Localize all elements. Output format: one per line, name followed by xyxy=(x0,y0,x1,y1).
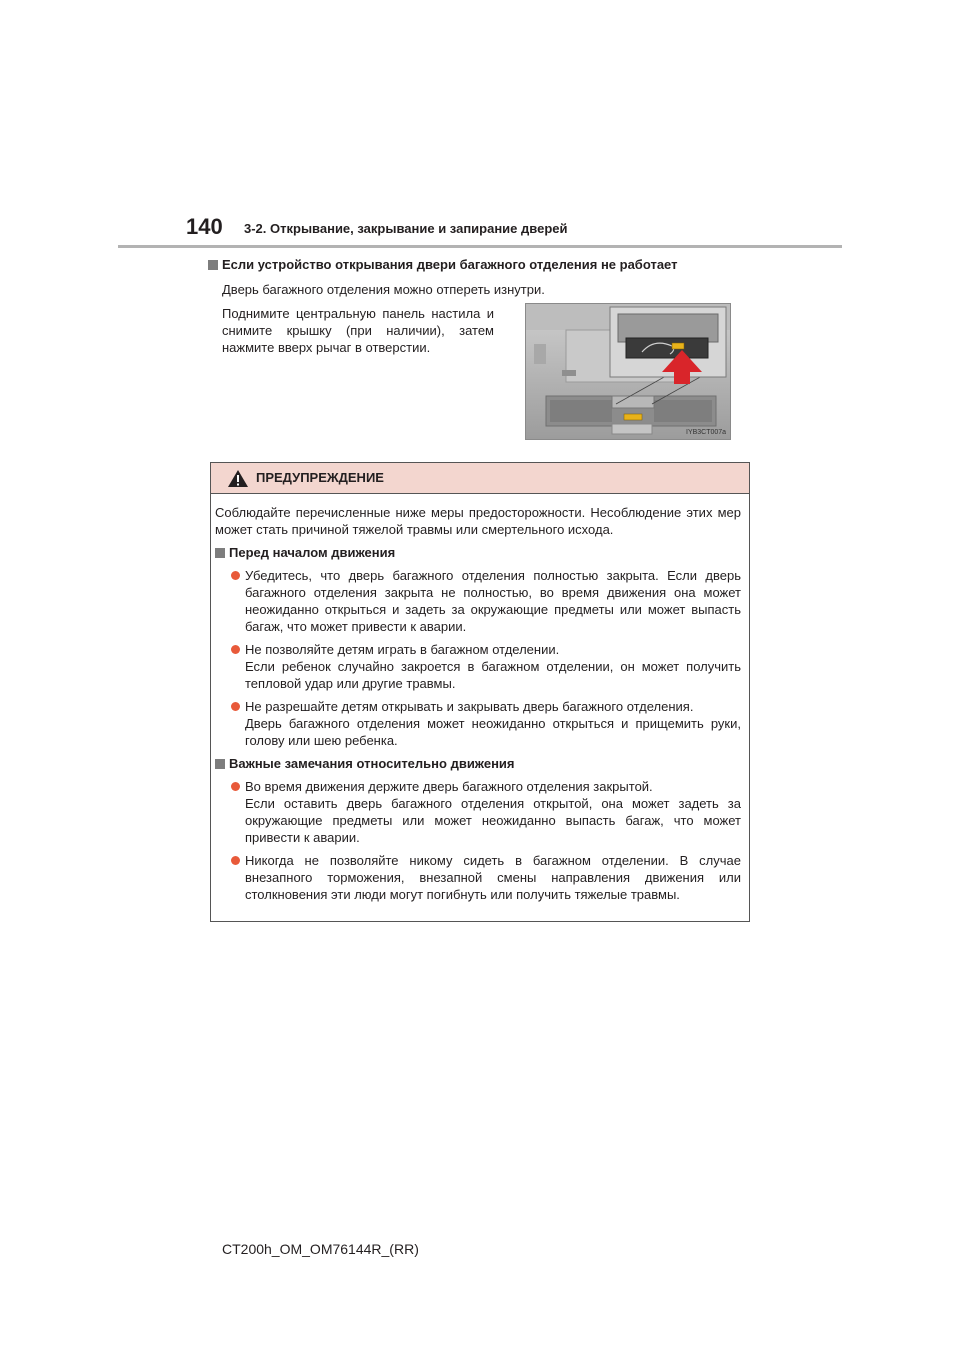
warning-body xyxy=(211,494,749,903)
warning-header xyxy=(211,463,749,494)
warning-box xyxy=(210,462,750,922)
page-number: 140 xyxy=(186,214,223,239)
round-bullet-icon xyxy=(231,571,240,580)
footer-doc-code: CT200h_OM_OM76144R_(RR) xyxy=(222,1241,419,1257)
square-bullet-icon xyxy=(215,759,225,769)
round-bullet-icon xyxy=(231,702,240,711)
figure-code: IYB3CT007a xyxy=(686,429,727,436)
warning-bullet: Во время движения держите дверь багажного отделения закрытой. Если оставить дверь багажного отделения открытой, она может задеть за окружающие предметы или может неожиданно выпасть багаж, что может привести к аварии. xyxy=(215,778,741,846)
instruction-text: Поднимите центральную панель настила и снимите крышку (при наличии), затем нажмите вверх рычаг в отверстии. xyxy=(222,306,494,355)
warning-bullet: Не разрешайте детям открывать и закрывать дверь багажного отделения. Дверь багажного отделения может неожиданно открыться и прищемить руки, голову или шею ребенка. xyxy=(215,698,741,749)
warning-section-heading: Важные замечания относительно движения xyxy=(215,755,741,772)
header-rule xyxy=(118,245,842,248)
warning-bullet: Убедитесь, что дверь багажного отделения полностью закрыта. Если дверь багажного отделения закрыта не полностью, во время движения она может неожиданно открыться и задеть за окружающие предметы или может выпасть багаж, что может привести к аварии. xyxy=(215,567,741,635)
intro-text: Дверь багажного отделения можно отпереть изнутри. xyxy=(222,282,545,297)
warning-title: ПРЕДУПРЕЖДЕНИЕ xyxy=(256,470,384,485)
warning-section-heading: Перед началом движения xyxy=(215,544,741,561)
round-bullet-icon xyxy=(231,645,240,654)
main-heading xyxy=(208,257,677,273)
round-bullet-icon xyxy=(231,782,240,791)
square-bullet-icon xyxy=(208,260,218,270)
main-heading-text: Если устройство открывания двери багажного отделения не работает xyxy=(222,257,678,272)
warning-intro: Соблюдайте перечисленные ниже меры предосторожности. Несоблюдение этих мер может стать причиной тяжелой травмы или смертельного исхода. xyxy=(215,505,741,537)
round-bullet-icon xyxy=(231,856,240,865)
warning-triangle-icon xyxy=(227,469,249,488)
warning-bullet: Не позволяйте детям играть в багажном отделении. Если ребенок случайно закроется в багажном отделении, он может получить тепловой удар или другие травмы. xyxy=(215,641,741,692)
warning-bullet: Никогда не позволяйте никому сидеть в багажном отделении. В случае внезапного торможения, внезапной смены направления движения или столкновения эти люди могут погибнуть или получить тяжелые травмы. xyxy=(215,852,741,903)
square-bullet-icon xyxy=(215,548,225,558)
trunk-lever-figure xyxy=(525,303,731,440)
section-title: 3-2. Открывание, закрывание и запирание дверей xyxy=(244,221,568,236)
